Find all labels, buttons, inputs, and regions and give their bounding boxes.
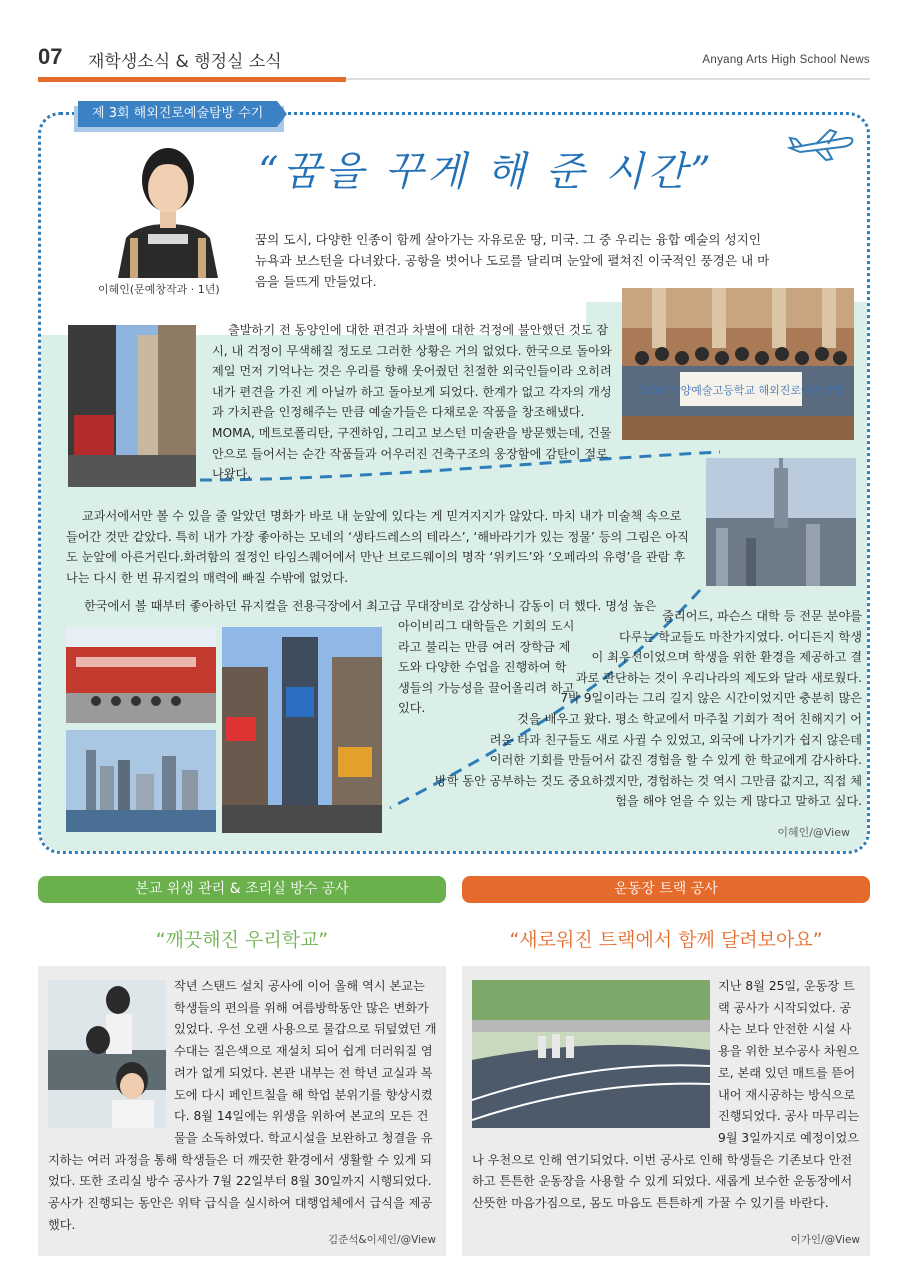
feature-line: 다루는 학교들도 마찬가지였다. 어디든지 학생 [618, 629, 862, 644]
left-article-credit: 김준석&이세인/@View [327, 1234, 436, 1246]
feature-paragraph-1: 출발하기 전 동양인에 대한 편견과 차별에 대한 걱정에 불안했던 것도 잠시, 내 걱정이 무색해질 정도로 그러한 상황은 거의 없었다. 한국으로 돌아와 제일 먼저 기억나는 것은 우리를 향해 웃어줬던 친절한 외국인들이라 오히려 내가 편견을 가진 게 아닐까 하고 돌아보게 되었다. 한계가 없고 각자의 개성과 가치관을 인정해주는 만큼 예술가들은 다채로운 작품을 창조해냈다. MOMA, 메트로폴리탄, 구겐하임, 그리고 보스턴 미술관을 방문했는데, 건물 안으로 들어서는 순간 작품들과 어우러진 건축구조의 웅장함에 감탄이 절로 나왔다. [212, 323, 612, 482]
feature-credit: 이혜인/@View [777, 826, 850, 839]
feature-headline: “꿈을 꾸게 해 준 시간” [258, 149, 715, 195]
feature-intro: 꿈의 도시, 다양한 인종이 함께 살아가는 자유로운 땅, 미국. 그 중 우리는 융합 예술의 성지인 뉴욕과 보스턴을 다녀왔다. 공항을 벗어나 도로를 달리며 눈앞에 펼쳐진 이국적인 풍경은 내 마음을 들뜨게 만들었다. [255, 232, 770, 289]
feature-line: 험을 해야 얻을 수 있는 게 많다고 말하고 싶다. [615, 794, 862, 809]
feature-line: 줄리어드, 파슨스 대학 등 전문 분야를 [662, 609, 862, 623]
right-article-text: 지난 8월 25일, 운동장 트랙 공사가 시작되었다. 공사는 보다 안전한 시설 사용을 위한 보수공사 차원으로, 본래 있던 매트를 뜯어내어 재시공하는 방식으로 진행되었다. 공사 마무리는 9월 3일까지로 예정이었으나 우천으로 인해 연기되었다. 이번 공사로 인해 학생들은 기존보다 안전하고 튼튼한 운동장을 사용할 수 있게 되었다. 새롭게 보수한 운동장에서 산뜻한 마음가짐으로, 몸도 마음도 튼튼하게 가꿀 수 있기를 바란다. [472, 979, 860, 1211]
author-portrait [108, 138, 228, 278]
section-title: 재학생소식 & 행정실 소식 [88, 52, 282, 72]
feature-line: 이 최우선이었으며 학생을 위한 환경을 제공하고 결 [591, 650, 862, 665]
airplane-icon [786, 128, 856, 162]
newspaper-name: Anyang Arts High School News [702, 54, 870, 66]
banner-text: 2016 안양예술고등학교 해외진로예술탐방 [638, 384, 844, 397]
feature-paragraph-5 [400, 606, 862, 812]
right-article-credit: 이가인/@View [790, 1234, 860, 1246]
author-caption: 이혜인(문예창작과 · 1년) [98, 283, 220, 296]
group-photo [622, 288, 854, 440]
times-square-street-photo [68, 325, 196, 487]
times-square-photo [222, 627, 382, 833]
header-accent-bar [38, 77, 346, 82]
feature-line: 것을 배우고 왔다. 평소 학교에서 마주칠 기회가 적어 친해지기 어 [517, 711, 862, 726]
left-article-band: 본교 위생 관리 & 조리실 방수 공사 [38, 876, 446, 903]
feature-tag: 제 3회 해외진로예술탐방 수기 [78, 101, 277, 127]
right-article-body [472, 976, 862, 1215]
red-bus-photo [66, 627, 216, 723]
feature-line: 7박 9일이라는 그리 길지 않은 시간이었지만 충분히 많은 [560, 691, 862, 706]
right-photo-spacer [472, 976, 718, 1128]
left-article-body [48, 976, 438, 1236]
harbor-skyline-photo [66, 730, 216, 832]
skyline-photo [706, 458, 856, 586]
page-number: 07 [38, 44, 63, 69]
left-article-headline: “깨끗해진 우리학교” [155, 929, 329, 951]
right-article-headline: “새로워진 트랙에서 함께 달려보아요” [509, 929, 823, 951]
left-article-text: 작년 스탠드 설치 공사에 이어 올해 역시 본교는 학생들의 편의를 위해 여름방학동안 많은 변화가 있었다. 우선 오랜 사용으로 물갑으로 뒤덮였던 개수대는 질은색으로 재설치 되어 쉽게 더러워질 염려가 없게 되었다. 본관 내부는 전 학년 교실과 복도에 다시 페인트칠을 해 학업 분위기를 향상시켰다. 8월 14일에는 위생을 위하여 본교의 모든 건물을 소독하였다. 학교시설을 보완하고 청결을 유지하는 여러 과정을 통해 학생들은 더 깨끗한 환경에서 생활할 수 있게 되었다. 또한 조리실 방수 공사가 7월 22일부터 8월 30일까지 시행되었다. 공사가 진행되는 동안은 위탁 급식을 실시하여 대행업체에서 급식을 제공했다. [48, 979, 437, 1232]
feature-line: 이러한 기회를 만들어서 값진 경험을 할 수 있게 한 학교에게 감사하다. [489, 753, 862, 768]
left-photo-spacer [48, 976, 174, 1128]
feature-paragraph-3: 한국에서 볼 때부터 좋아하던 뮤지컬을 전용극장에서 최고급 무대장비로 감상하니 감동이 더 했다. 명성 높은 [84, 599, 657, 613]
feature-paragraph-4: 아이비리그 대학들은 기회의 도시라고 불리는 만큼 여러 장학금 제도와 다양한 수업을 진행하여 학생들의 가능성을 끌어올리려 하고 있다. [398, 619, 575, 716]
right-article-band: 운동장 트랙 공사 [462, 876, 870, 903]
feature-line: 과로 판단하는 것이 우리나라의 제도와 달라 새로웠다. [575, 670, 862, 685]
feature-paragraph-2: 교과서에서만 볼 수 있을 줄 알았던 명화가 바로 내 눈앞에 있다는 게 믿겨지지가 않았다. 마치 내가 미술책 속으로 들어간 것만 같았다. 특히 내가 가장 좋아하는 모네의 ‘생타드레스의 테라스’, ‘해바라기가 있는 정물’ 등의 그림은 아직도 눈앞에 아른거린다.화려함의 절정인 타임스퀘어에서 만난 브로드웨이의 명작 ‘위키드’와 ‘오페라의 유령’을 관람 후 나는 다시 한 번 뮤지컬의 매력에 빠질 수밖에 없었다. [66, 509, 689, 585]
feature-line: 방학 동안 공부하는 것도 중요하겠지만, 경험하는 것 역시 그만큼 값지고, 직접 체 [434, 773, 862, 788]
feature-line: 려운 타과 친구들도 새로 사귈 수 있었고, 외국에 나가기가 쉽지 않은데 [489, 732, 862, 747]
